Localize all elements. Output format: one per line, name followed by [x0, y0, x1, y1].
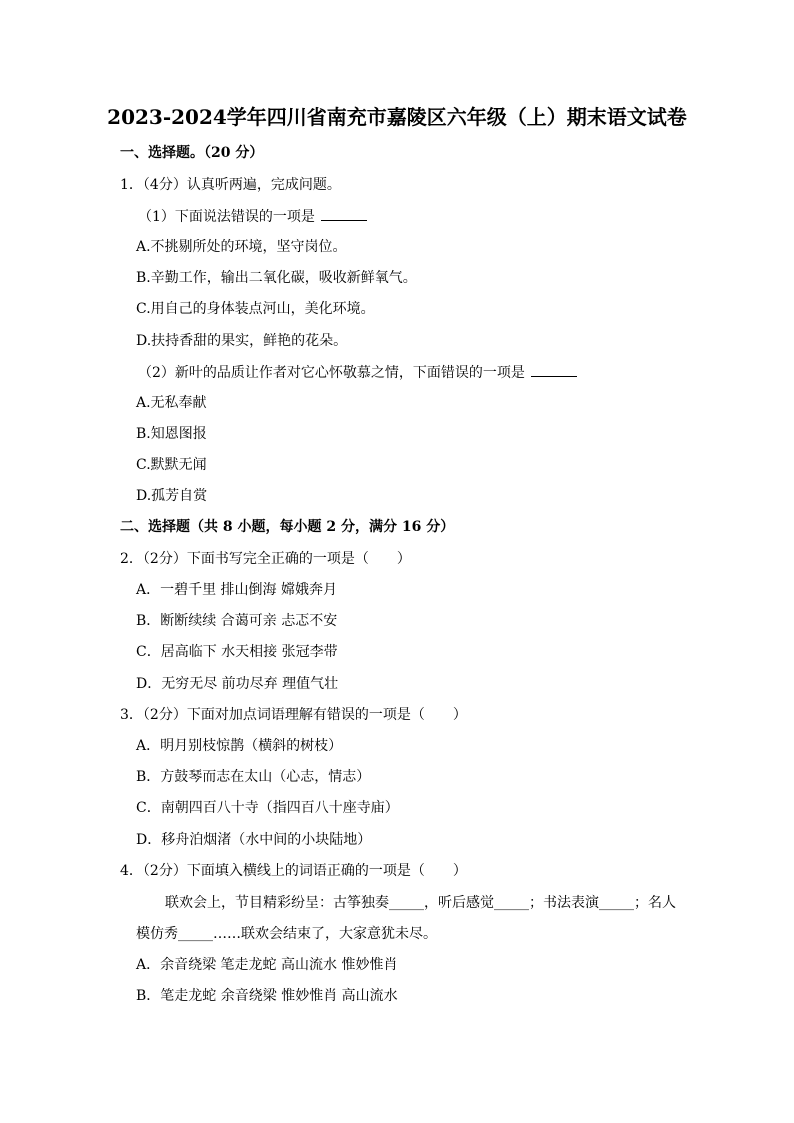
option-item: D.孤芳自赏 — [136, 488, 208, 504]
option-item: B．断断续续 合蔼可亲 忐忑不安 — [136, 613, 338, 629]
option-item: A．明月别枝惊鹊（横斜的树枝） — [136, 738, 343, 754]
option-item: A.无私奉献 — [136, 395, 207, 411]
option-item: D.扶持香甜的果实，鲜艳的花朵。 — [136, 333, 348, 349]
option-item: D．无穷无尽 前功尽弃 理值气壮 — [136, 676, 339, 692]
option-item: A.不挑剔所处的环境，坚守岗位。 — [136, 239, 347, 255]
option-item: B.辛勤工作，输出二氧化碳，吸收新鲜氧气。 — [136, 270, 417, 286]
option-item: A．余音绕梁 笔走龙蛇 高山流水 惟妙惟肖 — [136, 957, 398, 973]
question-1-sub-2-text: （2）新叶的品质让作者对它心怀敬慕之情，下面错误的一项是 — [138, 365, 525, 381]
option-item: B．方鼓琴而志在太山（心志，情志） — [136, 769, 371, 785]
option-item: B.知恩图报 — [136, 426, 207, 442]
option-item: C．南朝四百八十寺（指四百八十座寺庙） — [136, 800, 399, 816]
option-item: C．居高临下 水天相接 张冠李带 — [136, 644, 338, 660]
option-item: C.用自己的身体装点河山，美化环境。 — [136, 301, 375, 317]
question-1-sub-1-text: （1）下面说法错误的一项是 — [138, 209, 315, 225]
option-item: D．移舟泊烟渚（水中间的小块陆地） — [136, 832, 372, 848]
answer-blank — [531, 362, 577, 377]
question-4-stem: 4．（2分）下面填入横线上的词语正确的一项是（ ） — [120, 863, 467, 879]
question-1-sub-1 — [138, 206, 367, 227]
option-item: B．笔走龙蛇 余音绕梁 惟妙惟肖 高山流水 — [136, 988, 398, 1004]
question-1-sub-2 — [138, 362, 577, 383]
question-4-passage-line-1: 联欢会上，节目精彩纷呈：古筝独奏_____，听后感觉_____；书法表演_____；名人 — [165, 895, 676, 911]
section-1-heading: 一、选择题。（20 分） — [120, 145, 264, 161]
question-2-stem: 2．（2分）下面书写完全正确的一项是（ ） — [120, 551, 411, 567]
question-1-stem: 1．（4分）认真听两遍，完成问题。 — [120, 177, 341, 193]
question-3-stem: 3．（2分）下面对加点词语理解有错误的一项是（ ） — [120, 707, 467, 723]
section-2-heading: 二、选择题（共 8 小题，每小题 2 分，满分 16 分） — [120, 519, 455, 535]
option-item: A．一碧千里 排山倒海 嫦娥奔月 — [136, 582, 338, 598]
option-item: C.默默无闻 — [136, 457, 207, 473]
question-4-passage-line-2: 模仿秀_____……联欢会结束了，大家意犹未尽。 — [136, 926, 437, 942]
page-title: 2023-2024学年四川省南充市嘉陵区六年级（上）期末语文试卷 — [107, 105, 687, 129]
answer-blank — [321, 206, 367, 221]
